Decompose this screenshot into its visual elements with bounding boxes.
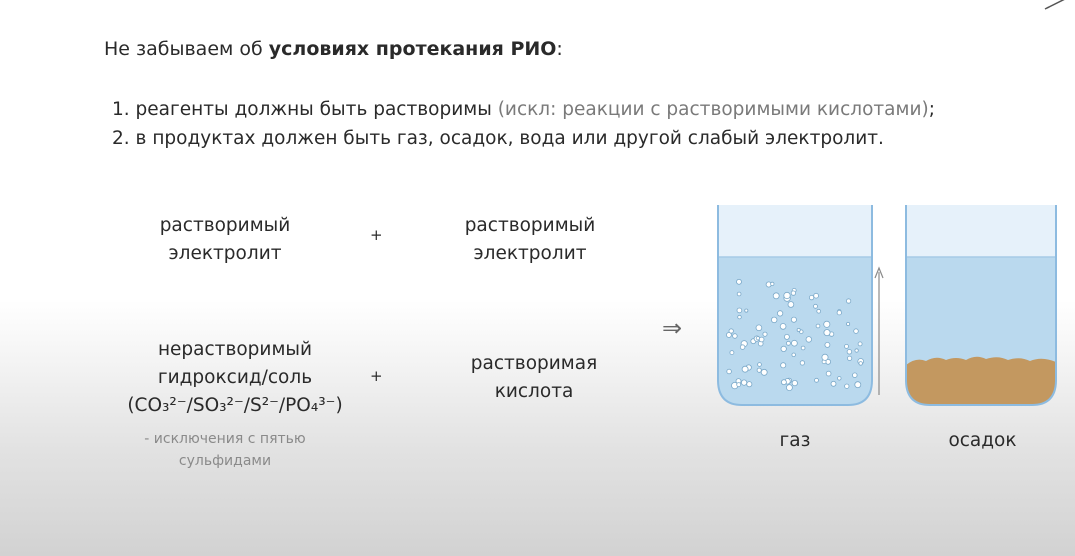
bubble: [847, 356, 851, 360]
bubble: [737, 279, 742, 284]
bubble: [771, 282, 774, 285]
bubble: [737, 383, 741, 387]
pen-cursor-icon: [1041, 0, 1071, 10]
bubble: [747, 382, 752, 387]
bubble: [757, 368, 761, 372]
bubble: [771, 317, 777, 323]
bubble: [730, 351, 734, 355]
bubble: [786, 341, 790, 345]
bubble: [740, 345, 745, 350]
gas-beaker: [714, 200, 884, 410]
bubble: [791, 317, 796, 322]
bubble: [758, 363, 762, 367]
bubble: [837, 311, 841, 315]
bubble: [727, 369, 732, 374]
bubble: [826, 371, 831, 376]
reagent-soluble-electrolyte-2: растворимый электролит: [464, 215, 596, 264]
bubble: [780, 324, 786, 330]
bubble: [791, 291, 795, 295]
bubble: [737, 308, 742, 313]
bubble: [741, 380, 746, 385]
bubble: [792, 353, 796, 357]
bubble: [824, 330, 830, 336]
reagent-soluble-electrolyte-1: растворимый электролит: [159, 215, 291, 264]
bubble: [781, 346, 786, 351]
bubble: [777, 311, 782, 316]
bubble: [824, 321, 830, 327]
bubble: [809, 295, 813, 299]
bubble: [825, 342, 830, 347]
conditions-list: [112, 95, 935, 153]
bubble: [853, 373, 858, 378]
condition-item-2: 2. в продуктах должен быть газ, осадок, вода или другой слабый электролит.: [112, 128, 884, 149]
bubble: [797, 328, 800, 331]
bubble: [855, 349, 858, 352]
bubble: [761, 369, 767, 375]
condition-exception: (искл: реакции с растворимыми кислотами): [497, 99, 929, 120]
anion-list: (CO₃²⁻/SO₃²⁻/S²⁻/PO₄³⁻): [127, 395, 343, 416]
bubble: [756, 337, 759, 340]
bubble: [784, 334, 789, 339]
bubble: [858, 342, 862, 346]
reagent-insoluble-hydroxide-salt: нерастворимый гидроксид/соль (CO₃²⁻/SO₃²⁻/S²⁻/PO₄³⁻): [100, 336, 370, 420]
bubble: [763, 332, 767, 336]
gas-label: газ: [779, 430, 811, 451]
bubble: [726, 333, 731, 338]
bubble: [792, 340, 798, 346]
bubble: [738, 315, 742, 319]
bubble: [854, 329, 859, 334]
bubble: [815, 378, 819, 382]
bubble: [846, 299, 850, 303]
bubble: [800, 361, 804, 365]
condition-item-1: 1. реагенты должны быть растворимы (искл: реакции с растворимыми кислотами);: [112, 99, 935, 120]
bubble: [806, 337, 812, 343]
bubble: [801, 346, 805, 350]
exceptions-note: - исключения с пятью сульфидами: [144, 431, 306, 469]
bubble: [737, 292, 741, 296]
bubble: [831, 381, 836, 386]
plus-sign-row1: +: [370, 226, 383, 244]
bubble: [786, 385, 792, 391]
bubble: [847, 322, 850, 325]
bubble: [745, 309, 748, 312]
bubble: [814, 293, 819, 298]
bubble: [845, 344, 849, 348]
bubble: [733, 334, 738, 339]
bubble: [742, 366, 748, 372]
bubble: [781, 380, 786, 385]
bubble: [817, 309, 821, 313]
page-title: Не забываем об условиях протекания РИО:: [104, 38, 563, 60]
bubble: [784, 292, 790, 298]
reagent-soluble-acid: растворимая кислота: [470, 353, 598, 402]
precipitate-label: осадок: [948, 430, 1017, 451]
bubble: [788, 302, 794, 308]
bubble: [847, 350, 852, 355]
bubble: [816, 324, 820, 328]
bubble: [845, 384, 849, 388]
precipitate-beaker: [902, 200, 1064, 410]
bubble: [859, 362, 863, 366]
bubble: [756, 325, 762, 331]
bubble: [838, 377, 842, 381]
implies-arrow-icon: ⇒: [662, 314, 683, 342]
plus-sign-row2: +: [370, 367, 383, 385]
bubble: [792, 380, 797, 385]
bubble: [773, 293, 779, 299]
bubble: [781, 363, 786, 368]
bubble: [822, 354, 828, 360]
sediment: [906, 357, 1056, 405]
bubble: [855, 382, 861, 388]
bubble: [814, 304, 818, 308]
